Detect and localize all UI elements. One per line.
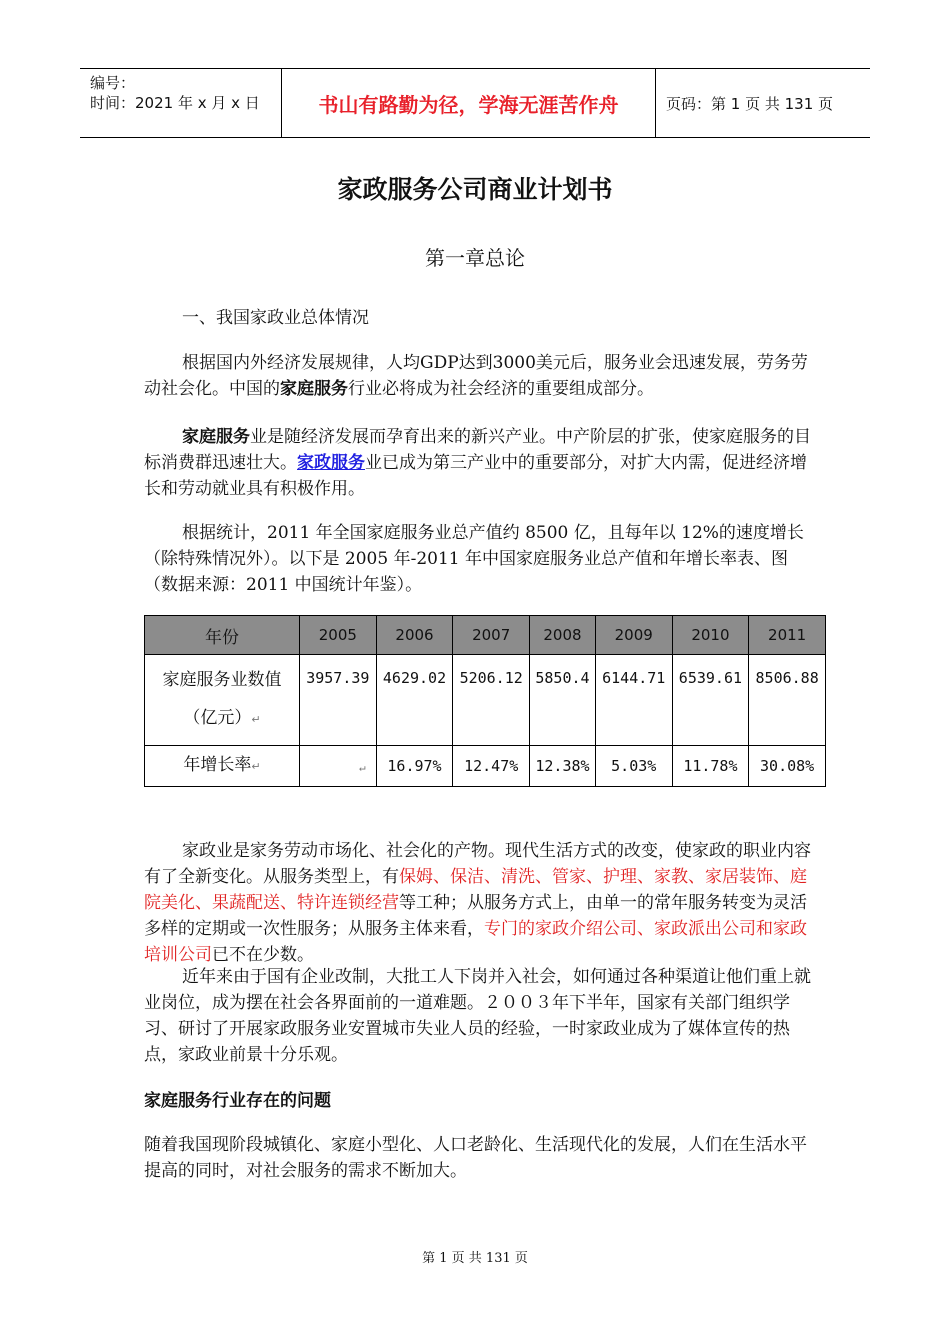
keyword-family-service: 家庭服务	[280, 379, 348, 399]
table-year-cell: 2010	[672, 616, 749, 655]
paragraph-5: 近年来由于国有企业改制，大批工人下岗并入社会，如何通过各种渠道让他们重上就业岗位，成为摆在社会各界面前的一道难题。２００３年下半年，国家有关部门组织学习、研讨了开展家政服务业安置城市失业人员的经验，一时家政业成为了媒体宣传的热点，家政业前景十分乐观。	[144, 967, 811, 1065]
table-year-cell: 2008	[530, 616, 596, 655]
domestic-service-link[interactable]: 家政服务	[297, 453, 365, 473]
table-value-cell: 4629.02	[376, 655, 453, 746]
keyword-family-service: 家庭服务	[182, 427, 250, 447]
paragraph-3: 根据统计，2011 年全国家庭服务业总产值约 8500 亿，且每年以 12%的速度增长（除特殊情况外）。以下是 2005 年-2011 年中国家庭服务业总产值和年增长率表、图（数据来源：2011 中国统计年鉴）。	[144, 523, 804, 595]
row-label-value: 家庭服务业数值 （亿元）↵	[145, 655, 300, 746]
table-rate-cell: 11.78%	[672, 746, 749, 787]
table-header-row	[145, 616, 826, 655]
table-rate-cell: 12.38%	[530, 746, 596, 787]
header-page-info: 页码：第 1 页 共 131 页	[666, 94, 834, 113]
paragraph-4: 家政业是家务劳动市场化、社会化的产物。现代生活方式的改变，使家政的职业内容有了全新变化。从服务类型上，有保姆、保洁、清洗、管家、护理、家教、家居装饰、庭院美化、果蔬配送、特许连锁经营等工种；从服务方式上，由单一的常年服务转变为灵活多样的定期或一次性服务；从服务主体来看，专门的家政介绍公司、家政派出公司和家政培训公司已不在少数。	[144, 841, 811, 965]
table-row-rates	[145, 746, 826, 787]
table-header-year: 年份	[145, 616, 300, 655]
table-year-cell: 2006	[376, 616, 453, 655]
paragraph-2: 家庭服务业是随经济发展而孕育出来的新兴产业。中产阶层的扩张，使家庭服务的目标消费群迅速壮大。家政服务业已成为第三产业中的重要部分，对扩大内需，促进经济增长和劳动就业具有积极作用。	[144, 427, 811, 499]
output-value-table	[144, 615, 826, 787]
table-year-cell: 2009	[595, 616, 672, 655]
document-header	[80, 68, 870, 138]
paragraph-6: 随着我国现阶段城镇化、家庭小型化、人口老龄化、生活现代化的发展，人们在生活水平提高的同时，对社会服务的需求不断加大。	[144, 1135, 807, 1181]
paragraph-1: 根据国内外经济发展规律，人均GDP达到3000美元后，服务业会迅速发展，劳务劳动社会化。中国的家庭服务行业必将成为社会经济的重要组成部分。	[144, 353, 808, 399]
table-year-cell: 2011	[749, 616, 826, 655]
table-year-cell: 2005	[300, 616, 377, 655]
header-motto: 书山有路勤为径，学海无涯苦作舟	[282, 69, 656, 137]
row-label-rate: 年增长率↵	[145, 746, 300, 787]
table-value-cell: 6144.71	[595, 655, 672, 746]
service-providers-highlight: 专门的家政介绍公司、家政派出公司和家政培训公司	[144, 919, 807, 965]
table-rate-cell: 12.47%	[453, 746, 530, 787]
service-types-highlight: 保姆、保洁、清洗、管家、护理、家教、家居装饰、庭院美化、果蔬配送、特许连锁经营	[144, 867, 807, 913]
table-rate-cell: 30.08%	[749, 746, 826, 787]
table-rate-cell: 16.97%	[376, 746, 453, 787]
table-value-cell: 8506.88	[749, 655, 826, 746]
table-rate-cell: 5.03%	[595, 746, 672, 787]
table-value-cell: 6539.61	[672, 655, 749, 746]
document-title: 家政服务公司商业计划书	[337, 175, 613, 204]
header-time: 时间：2021 年 x 月 x 日	[90, 94, 260, 112]
table-rate-cell: ↵	[300, 746, 377, 787]
section-heading: 一、我国家政业总体情况	[182, 308, 369, 328]
section-subheading: 家庭服务行业存在的问题	[144, 1091, 331, 1111]
header-meta	[80, 69, 282, 137]
table-value-cell: 3957.39	[300, 655, 377, 746]
table-value-cell: 5206.12	[453, 655, 530, 746]
page-footer: 第 1 页 共 131 页	[422, 1251, 528, 1266]
header-number: 编号：	[90, 74, 136, 92]
table-year-cell: 2007	[453, 616, 530, 655]
chapter-heading: 第一章总论	[425, 246, 525, 270]
table-value-cell: 5850.4	[530, 655, 596, 746]
table-row-values	[145, 655, 826, 746]
